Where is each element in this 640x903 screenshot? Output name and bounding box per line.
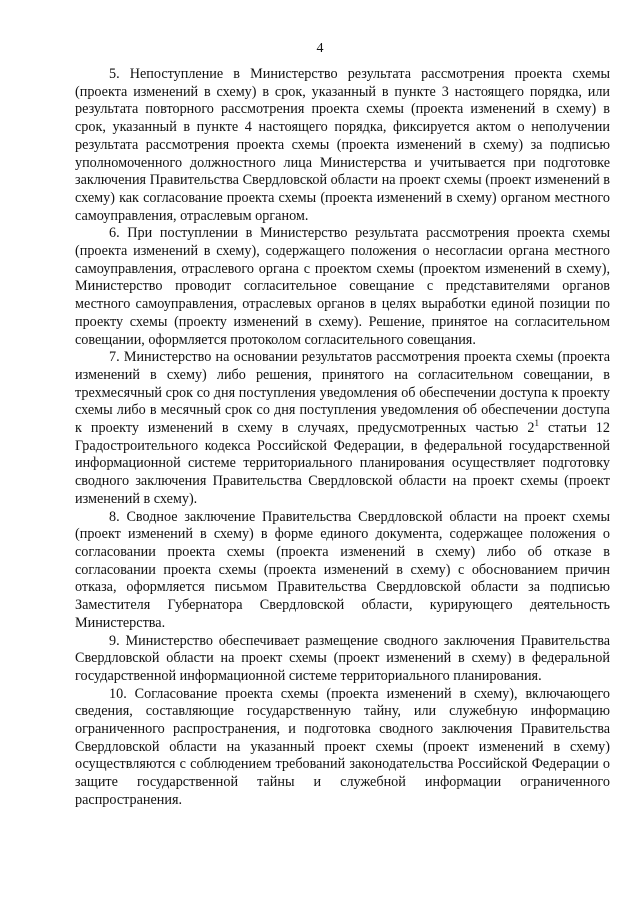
document-body xyxy=(75,66,610,810)
paragraph-8: 8. Сводное заключение Правительства Свердловской области на проект схемы (проект изменений в схему) в форме единого документа, содержащее положения о согласовании проекта схемы (проекта изменений в схему) либо об отказе в согласовании проекта схемы (проекта изменений в схему) с обоснованием причин отказа, оформляется письмом Правительства Свердловской области за подписью Заместителя Губернатора Свердловской области, курирующего деятельность Министерства. xyxy=(75,508,610,631)
paragraph-7-text-end: статьи 12 Градостроительного кодекса Российской Федерации, в федеральной государственной информационной системе территориального планирования осуществляет подготовку сводного заключения Правительства Свердловской области на проект схемы (проект изменений в схему). xyxy=(75,420,610,507)
paragraph-6: 6. При поступлении в Министерство результата рассмотрения проекта схемы (проекта изменений в схему), содержащего положения о несогласии органа местного самоуправления, отраслевого органа с проектом схемы (проектом изменений в схему), Министерство проводит согласительное совещание с представителями органов местного самоуправления, отраслевых органов в целях выработки единой позиции по проекту схемы (проекту изменений в схему). Решение, принятое на согласительном совещании, оформляется протоколом согласительного совещания. xyxy=(75,225,610,348)
superscript-part-number: 1 xyxy=(534,418,539,429)
paragraph-9: 9. Министерство обеспечивает размещение сводного заключения Правительства Свердловской области на проект схемы (проект изменений в схему) в федеральной государственной информационной системе территориального планирования. xyxy=(75,632,610,684)
paragraph-5: 5. Непоступление в Министерство результата рассмотрения проекта схемы (проекта изменений в схему) в срок, указанный в пункте 3 настоящего порядка, или результата повторного рассмотрения проекта схемы (проекта изменений в схему) в срок, указанный в пункте 4 настоящего порядка, фиксируется актом о неполучении результата рассмотрения проекта схемы (проекта изменений в схему) за подписью уполномоченного должностного лица Министерства и учитывается при подготовке заключения Правительства Свердловской области на проект схемы (проект изменений в схему) как согласование проекта схемы (проекта изменений в схему) органом местного самоуправления, отраслевым органом. xyxy=(75,66,610,224)
paragraph-7-text-start: 7. Министерство на основании результатов рассмотрения проекта схемы (проекта изменений в схему) либо решения, принятого на согласительном совещании, в трехмесячный срок со дня поступления уведомления об обеспечении доступа к проекту схемы либо в месячный срок со дня поступления уведомления об обеспечении доступа к проекту изменений в схему в случаях, предусмотренных частью 2 xyxy=(75,349,610,437)
paragraph-7 xyxy=(75,349,610,508)
paragraph-10: 10. Согласование проекта схемы (проекта изменений в схему), включающего сведения, составляющие государственную тайну, или служебную информацию ограниченного распространения, и подготовка сводного заключения Правительства Свердловской области на указанный проект схемы (проект изменений в схему) осуществляются с соблюдением требований законодательства Российской Федерации о защите государственной тайны и служебной информации ограниченного распространения. xyxy=(75,685,610,808)
page-number: 4 xyxy=(316,41,324,56)
